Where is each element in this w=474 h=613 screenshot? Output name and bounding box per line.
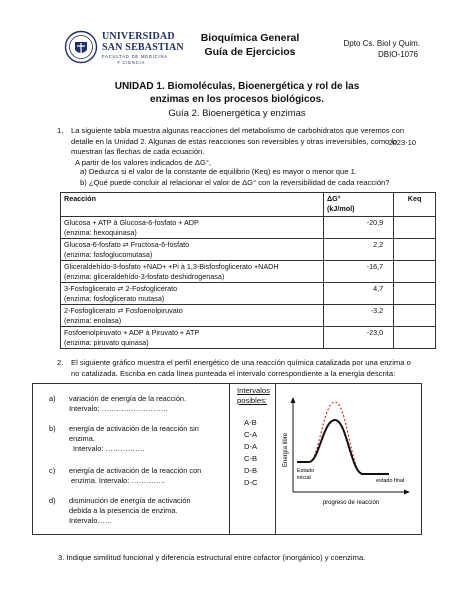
interval-option: C-A xyxy=(244,430,258,439)
table-row xyxy=(61,261,436,283)
university-name-line2: SAN SEBASTIAN xyxy=(102,42,184,53)
interval-option: D-A xyxy=(244,442,258,451)
reaction-cell xyxy=(61,327,324,349)
item-b-text: energía de activación de la reacción sin xyxy=(69,424,199,433)
keq-answer-cell[interactable] xyxy=(394,283,436,305)
keq-answer-cell[interactable] xyxy=(394,217,436,239)
item-d-text: disminución de energía de activación xyxy=(69,496,191,505)
document-date: 2023-10 xyxy=(388,138,416,147)
reactions-table xyxy=(60,192,436,349)
item-a xyxy=(49,394,221,414)
item-b-text-2: enzima. xyxy=(69,434,95,443)
item-b-interval[interactable]: Intervalo: ……………. xyxy=(73,444,145,453)
header-reaction: Reacción xyxy=(61,193,324,217)
delta-g-value: -23,0 xyxy=(324,327,394,349)
header-keq: Keq xyxy=(394,193,436,217)
table-row xyxy=(61,327,436,349)
interval-option: D-B xyxy=(244,466,258,475)
graph-x-axis-label: progreso de reacción xyxy=(322,500,380,506)
reaction-enzyme: (enzima: hexoquinasa) xyxy=(64,227,137,237)
item-a-letter: a) xyxy=(49,394,56,403)
table-row xyxy=(61,283,436,305)
reaction-equation: Fosfoenolpiruvato + ADP à Piruvato + ATP xyxy=(64,328,200,337)
faculty-name-line1: FACULTAD DE MEDICINA xyxy=(102,54,168,59)
question-2-line2: no catalizada. Escriba en cada línea punteada el intervalo correspondiente a la energía descrita: xyxy=(71,369,396,378)
reaction-enzyme: (enzima: enolasa) xyxy=(64,315,122,325)
university-name-line1: UNIVERSIDAD xyxy=(102,31,175,42)
energy-profile-graph xyxy=(279,394,419,528)
item-d-text-2: debida a la presencia de enzima. xyxy=(69,506,178,515)
interval-option: A-B xyxy=(244,418,257,427)
interval-option: D-C xyxy=(244,478,258,487)
energy-profile-exercise xyxy=(32,383,422,535)
final-state-label: estado final xyxy=(376,478,405,484)
y-axis-arrow-icon xyxy=(291,397,296,403)
keq-answer-cell[interactable] xyxy=(394,239,436,261)
delta-g-value: -20,9 xyxy=(324,217,394,239)
item-c xyxy=(49,466,221,486)
header-delta-g xyxy=(324,193,394,217)
question-1-line2: detalle en la Unidad 2. Algunas de estas reacciones son reversibles y otras irreversibles, como lo xyxy=(71,136,398,146)
initial-state-label: Estado xyxy=(297,468,315,474)
header-delta-g-units: (kJ/mol) xyxy=(327,203,355,213)
item-b-letter: b) xyxy=(49,424,56,433)
question-1-subitem-a: a) Deduzca si el valor de la constante de equilibrio (Keq) es mayor o menor que 1. xyxy=(80,167,357,176)
question-2-number: 2. xyxy=(57,358,64,367)
university-logo xyxy=(64,30,184,70)
question-1-line3: muestran las flechas de cada ecuación. xyxy=(71,147,205,156)
reaction-equation: 3-Fosfoglicerato ⇄ 2-Fosfoglicerato xyxy=(64,284,178,293)
item-d xyxy=(49,496,221,526)
catalyzed-curve xyxy=(297,420,389,474)
reaction-equation: Glucosa + ATP à Glucosa-6-fosfato + ADP xyxy=(64,218,199,227)
unit-heading-line1: UNIDAD 1. Biomoléculas, Bioenergética y rol de las xyxy=(114,81,360,92)
item-b xyxy=(49,424,221,454)
reaction-cell xyxy=(61,283,324,305)
item-c-letter: c) xyxy=(49,466,56,475)
reaction-cell xyxy=(61,217,324,239)
keq-answer-cell[interactable] xyxy=(394,261,436,283)
item-d-letter: d) xyxy=(49,496,56,505)
item-c-interval[interactable]: enzima. Intervalo: ………….. xyxy=(71,476,166,485)
x-axis-arrow-icon xyxy=(404,490,410,495)
question-1-subitem-b: b) ¿Qué puede concluir al relacionar el valor de ΔG° con la reversibilidad de cada reacción? xyxy=(80,178,390,187)
reaction-enzyme: (enzima: fosfoglicerato mutasa) xyxy=(64,293,165,303)
item-a-interval[interactable]: Intervalo: ……………………… xyxy=(69,404,168,413)
intervals-heading-line2: posibles: xyxy=(237,396,267,405)
intervals-heading xyxy=(237,386,270,406)
table-row xyxy=(61,217,436,239)
column-divider xyxy=(275,384,276,534)
reaction-enzyme: (enzima: fosfoglucomutasa) xyxy=(64,249,153,259)
item-c-text: energía de activación de la reacción con xyxy=(69,466,202,475)
intervals-heading-line1: Intervalos xyxy=(237,386,270,395)
question-1-line4: A partir de los valores indicados de ΔG°, xyxy=(75,157,212,167)
table-row xyxy=(61,239,436,261)
reaction-cell xyxy=(61,261,324,283)
guide-title: Guía de Ejercicios xyxy=(204,46,296,58)
course-title: Bioquímica General xyxy=(200,32,300,44)
column-divider xyxy=(229,384,230,534)
reaction-enzyme: (enzima: piruvato quinasa) xyxy=(64,337,149,347)
question-1-number: 1. xyxy=(57,126,64,135)
question-1-line1: La siguiente tabla muestra algunas reacciones del metabolismo de carbohidratos que veremos con xyxy=(71,126,405,135)
keq-answer-cell[interactable] xyxy=(394,327,436,349)
reaction-equation: 2-Fosfoglicerato ⇄ Fosfoenolpiruvato xyxy=(64,306,183,315)
department-label: Dpto Cs. Biol y Quim. xyxy=(343,39,420,48)
table-row xyxy=(61,305,436,327)
initial-state-label-2: inicial xyxy=(297,475,311,481)
question-3: 3. Indique similitud funcional y diferencia estructural entre cofactor (inorgánico) y coenzima. xyxy=(58,553,366,562)
university-seal-icon xyxy=(64,30,98,64)
faculty-name-line2: Y CIENCIA xyxy=(117,60,146,65)
uncatalyzed-curve xyxy=(297,402,389,474)
table-header-row xyxy=(61,193,436,217)
reaction-equation: Gliceraldehído-3-fosfato +NAD+ +Pi à 1,3-Bisfosfoglicerato +NADH xyxy=(64,262,279,271)
delta-g-value: -16,7 xyxy=(324,261,394,283)
unit-heading-line2: enzimas en los procesos biológicos. xyxy=(150,94,324,105)
item-a-text: variación de energía de la reacción. xyxy=(69,394,187,403)
delta-g-value: -3,2 xyxy=(324,305,394,327)
reaction-cell xyxy=(61,239,324,261)
keq-answer-cell[interactable] xyxy=(394,305,436,327)
delta-g-value: 4,7 xyxy=(324,283,394,305)
header-delta-g-symbol: ΔG° xyxy=(327,194,341,203)
reaction-enzyme: (enzima: gliceraldehído-3-fosfato deshidrogenasa) xyxy=(64,271,225,281)
guide-heading: Guía 2. Bioenergética y enzimas xyxy=(168,108,306,119)
question-2-line1: El siguiente gráfico muestra el perfil energético de una reacción química catalizada por una enzima o xyxy=(71,358,411,367)
reaction-cell xyxy=(61,305,324,327)
reaction-equation: Glucosa-6-fosfato ⇄ Fructosa-6-fosfato xyxy=(64,240,190,249)
interval-option: C-B xyxy=(244,454,258,463)
course-code: DBIO-1076 xyxy=(377,50,418,59)
graph-y-axis-label: Energía libre xyxy=(283,432,289,468)
item-d-interval[interactable]: Intervalo…… xyxy=(69,516,113,525)
delta-g-value: 2,2 xyxy=(324,239,394,261)
